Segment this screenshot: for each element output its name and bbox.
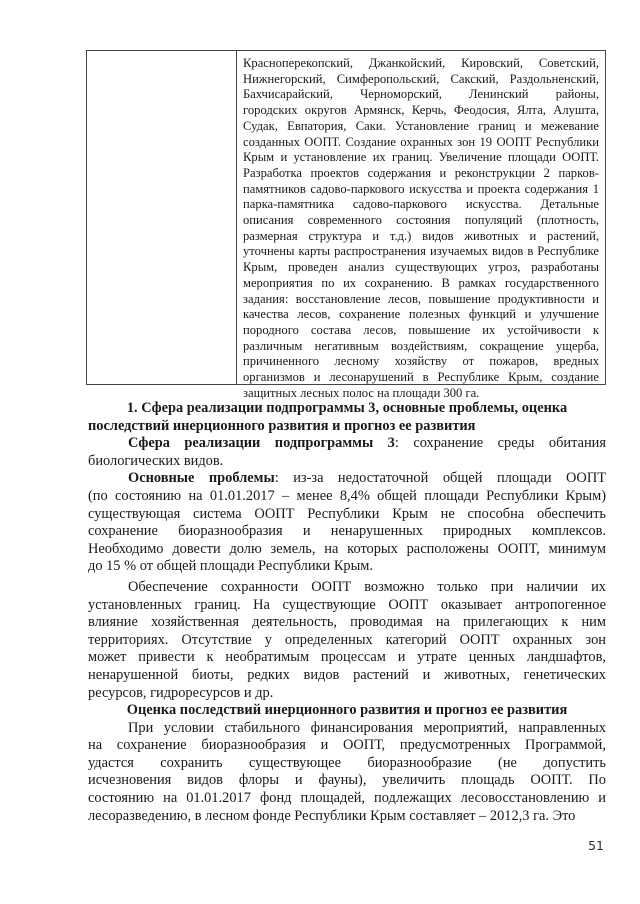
- problems-text: : из-за недостаточной общей площади ООПТ: [274, 470, 607, 487]
- section-heading-line-2: последствий инерционного развития и прогноз ее развития: [88, 417, 476, 434]
- table-text-line: парка-памятника садово-паркового искусства. Детальные: [243, 197, 599, 212]
- table-text-line: описания современного состояния популяций (плотность,: [243, 213, 599, 228]
- section-heading-line-1: 1. Сфера реализации подпрограммы 3, основные проблемы, оценка: [126, 400, 568, 416]
- table-cell-text: [243, 56, 599, 401]
- forecast-text-line: При условии стабильного финансирования мероприятий, направленных: [128, 719, 606, 736]
- page-number: 51: [588, 838, 604, 853]
- scope-paragraph-line-1: [88, 435, 606, 453]
- table-column-divider: [236, 51, 237, 384]
- problems-text-line: Необходимо довести долю земель, на которых расположены ООПТ, минимум: [88, 540, 606, 557]
- problems-label: Основные проблемы: [128, 470, 275, 487]
- table-text-line: городских округов Армянск, Керчь, Феодосия, Ялта, Алушта,: [243, 103, 599, 118]
- forecast-text-line: лесоразведению, в лесном фонде Республики Крым составляет – 2012,3 га. Это: [88, 807, 576, 824]
- boundaries-text-line: территориях. Отсутствие у определенных категорий ООПТ охранных зон: [88, 631, 606, 648]
- table-text-line: защитных лесных полос на площади 300 га.: [243, 385, 480, 400]
- table-text-line: организмов и лесонарушений в Республике Крым, создание: [243, 370, 599, 385]
- forecast-text-line: удастся сохранить существующее биоразнообразие (не допустить: [88, 754, 606, 771]
- table-text-line: размерная структура и т.д.) видов животных и растений,: [243, 228, 599, 243]
- boundaries-text-line: ненарушенной биоты, редких видов растений и животных, генетических: [88, 666, 606, 683]
- forecast-paragraph: [88, 720, 606, 826]
- table-text-line: породного состава лесов, повышение их устойчивости к: [243, 322, 599, 337]
- section-body: [88, 400, 606, 825]
- table-text-line: Разработка проектов содержания и реконструкции 2 парков-: [243, 165, 599, 180]
- boundaries-text-line: ресурсов, гидроресурсов и др.: [88, 684, 274, 701]
- table-text-line: задания: восстановление лесов, повышение продуктивности и: [243, 291, 599, 306]
- table-text-line: Крым, проведен анализ существующих угроз, разработаны: [243, 260, 599, 275]
- table-text-line: Крым и установление их границ. Увеличение площади ООПТ.: [243, 150, 599, 165]
- table-text-line: Красноперекопский, Джанкойский, Кировский, Советский,: [243, 56, 599, 70]
- forecast-text-line: состоянию на 01.01.2017 фонд площадей, подлежащих лесовосстановлению и: [88, 790, 606, 807]
- table-text-line: Бахчисарайский, Черноморский, Ленинский районы,: [243, 87, 599, 102]
- forecast-text-line: на сохранение биоразнообразия и ООПТ, предусмотренных Программой,: [88, 737, 606, 754]
- table-text-line: качества лесов, сохранение полезных функций и улучшение: [243, 307, 599, 322]
- scope-text: : сохранение среды обитания: [394, 435, 606, 452]
- boundaries-text-line: установленных границ. На существующие ООПТ оказывает антропогенное: [88, 596, 606, 613]
- problems-paragraph: [88, 488, 606, 576]
- boundaries-text-line: Обеспечение сохранности ООПТ возможно только при наличии их: [128, 578, 606, 595]
- problems-text-line: до 15 % от общей площади Республики Крым.: [88, 558, 373, 575]
- table-fragment: [86, 50, 606, 400]
- forecast-text-line: исчезновения видов флоры и фауны), увеличить площадь ООПТ. По: [88, 772, 606, 789]
- table-text-line: мероприятия по их сохранению. В рамках государственного: [243, 275, 599, 290]
- table-text-line: причиненного лесному хозяйству от пожаров, вредных: [243, 354, 599, 369]
- problems-text-line: существующая система ООПТ Республики Крым не способна обеспечить: [88, 505, 606, 522]
- boundaries-text-line: может привести к необратимым процессам и утрате ценных ландшафтов,: [88, 649, 606, 666]
- scope-paragraph-line-2: биологических видов.: [88, 452, 224, 469]
- subheading: Оценка последствий инерционного развития и прогноз ее развития: [126, 702, 568, 719]
- boundaries-paragraph: [88, 579, 606, 702]
- table-text-line: памятников садово-паркового искусства и проекта содержания 1: [243, 181, 599, 196]
- table-text-line: Нижнегорский, Симферопольский, Сакский, Раздольненский,: [243, 71, 599, 86]
- scope-label: Сфера реализации подпрограммы 3: [128, 435, 395, 452]
- problems-text-line: сохранение биоразнообразия и ненарушенных природных комплексов.: [88, 523, 606, 540]
- table-text-line: Судак, Евпатория, Саки. Установление границ и межевание: [243, 118, 599, 133]
- table-text-line: уточнены карты распространения изучаемых видов в Республике: [243, 244, 599, 259]
- problems-text-line: (по состоянию на 01.01.2017 – менее 8,4% общей площади Республики Крым): [88, 487, 606, 504]
- table-text-line: различным негативным воздействиям, сокращение ущерба,: [243, 338, 599, 353]
- problems-paragraph-line-1: [88, 470, 606, 488]
- boundaries-text-line: влияние хозяйственная деятельность, проводимая на прилегающих к ним: [88, 614, 606, 631]
- table-text-line: созданных ООПТ. Создание охранных зон 19 ООПТ Республики: [243, 134, 599, 149]
